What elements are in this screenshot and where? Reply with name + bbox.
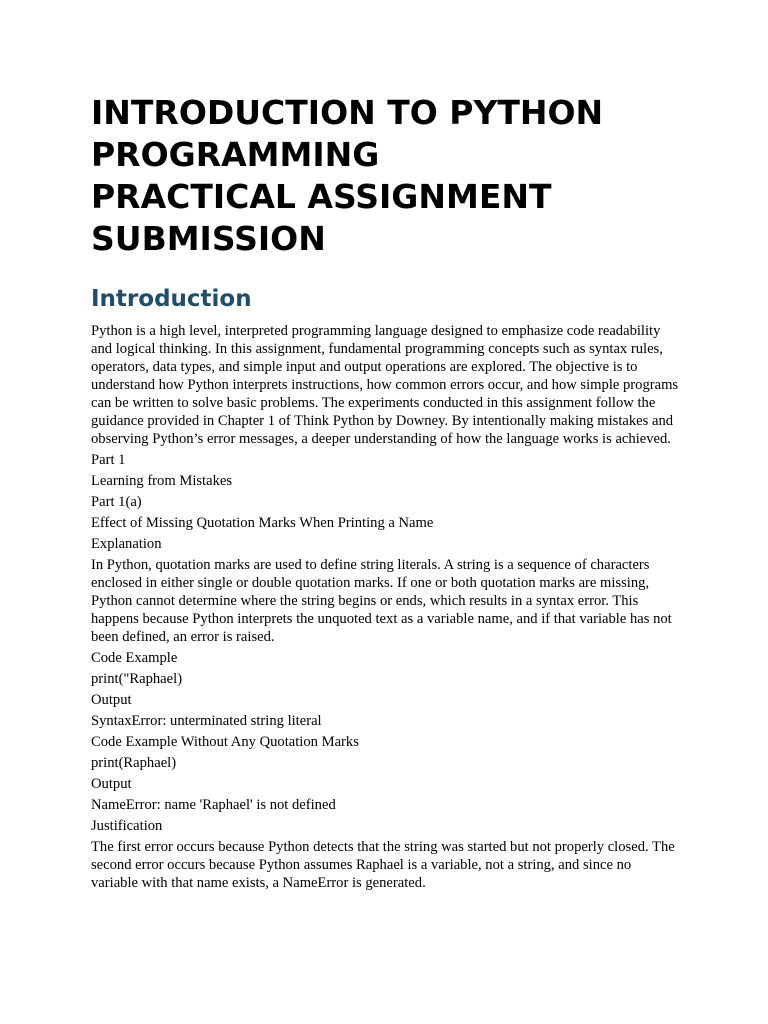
code-example-no-quotes-label: Code Example Without Any Quotation Marks	[91, 734, 359, 750]
title-line: PROGRAMMING	[91, 135, 380, 174]
subpart-title: Effect of Missing Quotation Marks When Printing a Name	[91, 515, 434, 531]
document-title	[91, 92, 681, 260]
output-text-2: NameError: name 'Raphael' is not defined	[91, 797, 336, 813]
output-text-1: SyntaxError: unterminated string literal	[91, 713, 322, 729]
justification-paragraph: The first error occurs because Python detects that the string was started but not properly closed. The second error occurs because Python assumes Raphael is a variable, not a string, and since no variable with that name exists, a NameError is generated.	[91, 839, 675, 891]
part-label: Part 1	[91, 452, 126, 468]
intro-paragraph: Python is a high level, interpreted programming language designed to emphasize code readability and logical thinking. In this assignment, fundamental programming concepts such as syntax rules, operators, data types, and simple input and output operations are explored. The objective is to understand how Python interprets instructions, how common errors occur, and how simple programs can be written to solve basic problems. The experiments conducted in this assignment follow the guidance provided in Chapter 1 of Think Python by Downey. By intentionally making mistakes and observing Python’s error messages, a deeper understanding of how the language works is achieved.	[91, 323, 679, 447]
justification-label: Justification	[91, 818, 163, 834]
part-title: Learning from Mistakes	[91, 473, 233, 489]
document-page	[91, 92, 681, 892]
code-example-2: print(Raphael)	[91, 755, 177, 771]
title-line: PRACTICAL ASSIGNMENT	[91, 177, 552, 216]
section-heading-introduction: Introduction	[91, 286, 252, 312]
code-example-label: Code Example	[91, 650, 178, 666]
output-label: Output	[91, 692, 132, 708]
code-example-1: print("Raphael)	[91, 671, 183, 687]
explanation-label: Explanation	[91, 536, 162, 552]
title-line: INTRODUCTION TO PYTHON	[91, 93, 604, 132]
subpart-label: Part 1(a)	[91, 494, 142, 510]
title-line: SUBMISSION	[91, 219, 326, 258]
output-label: Output	[91, 776, 132, 792]
explanation-paragraph: In Python, quotation marks are used to define string literals. A string is a sequence of characters enclosed in either single or double quotation marks. If one or both quotation marks are missing, Python cannot determine where the string begins or ends, which results in a syntax error. This happens because Python interprets the unquoted text as a variable name, and if that variable has not been defined, an error is raised.	[91, 557, 672, 645]
